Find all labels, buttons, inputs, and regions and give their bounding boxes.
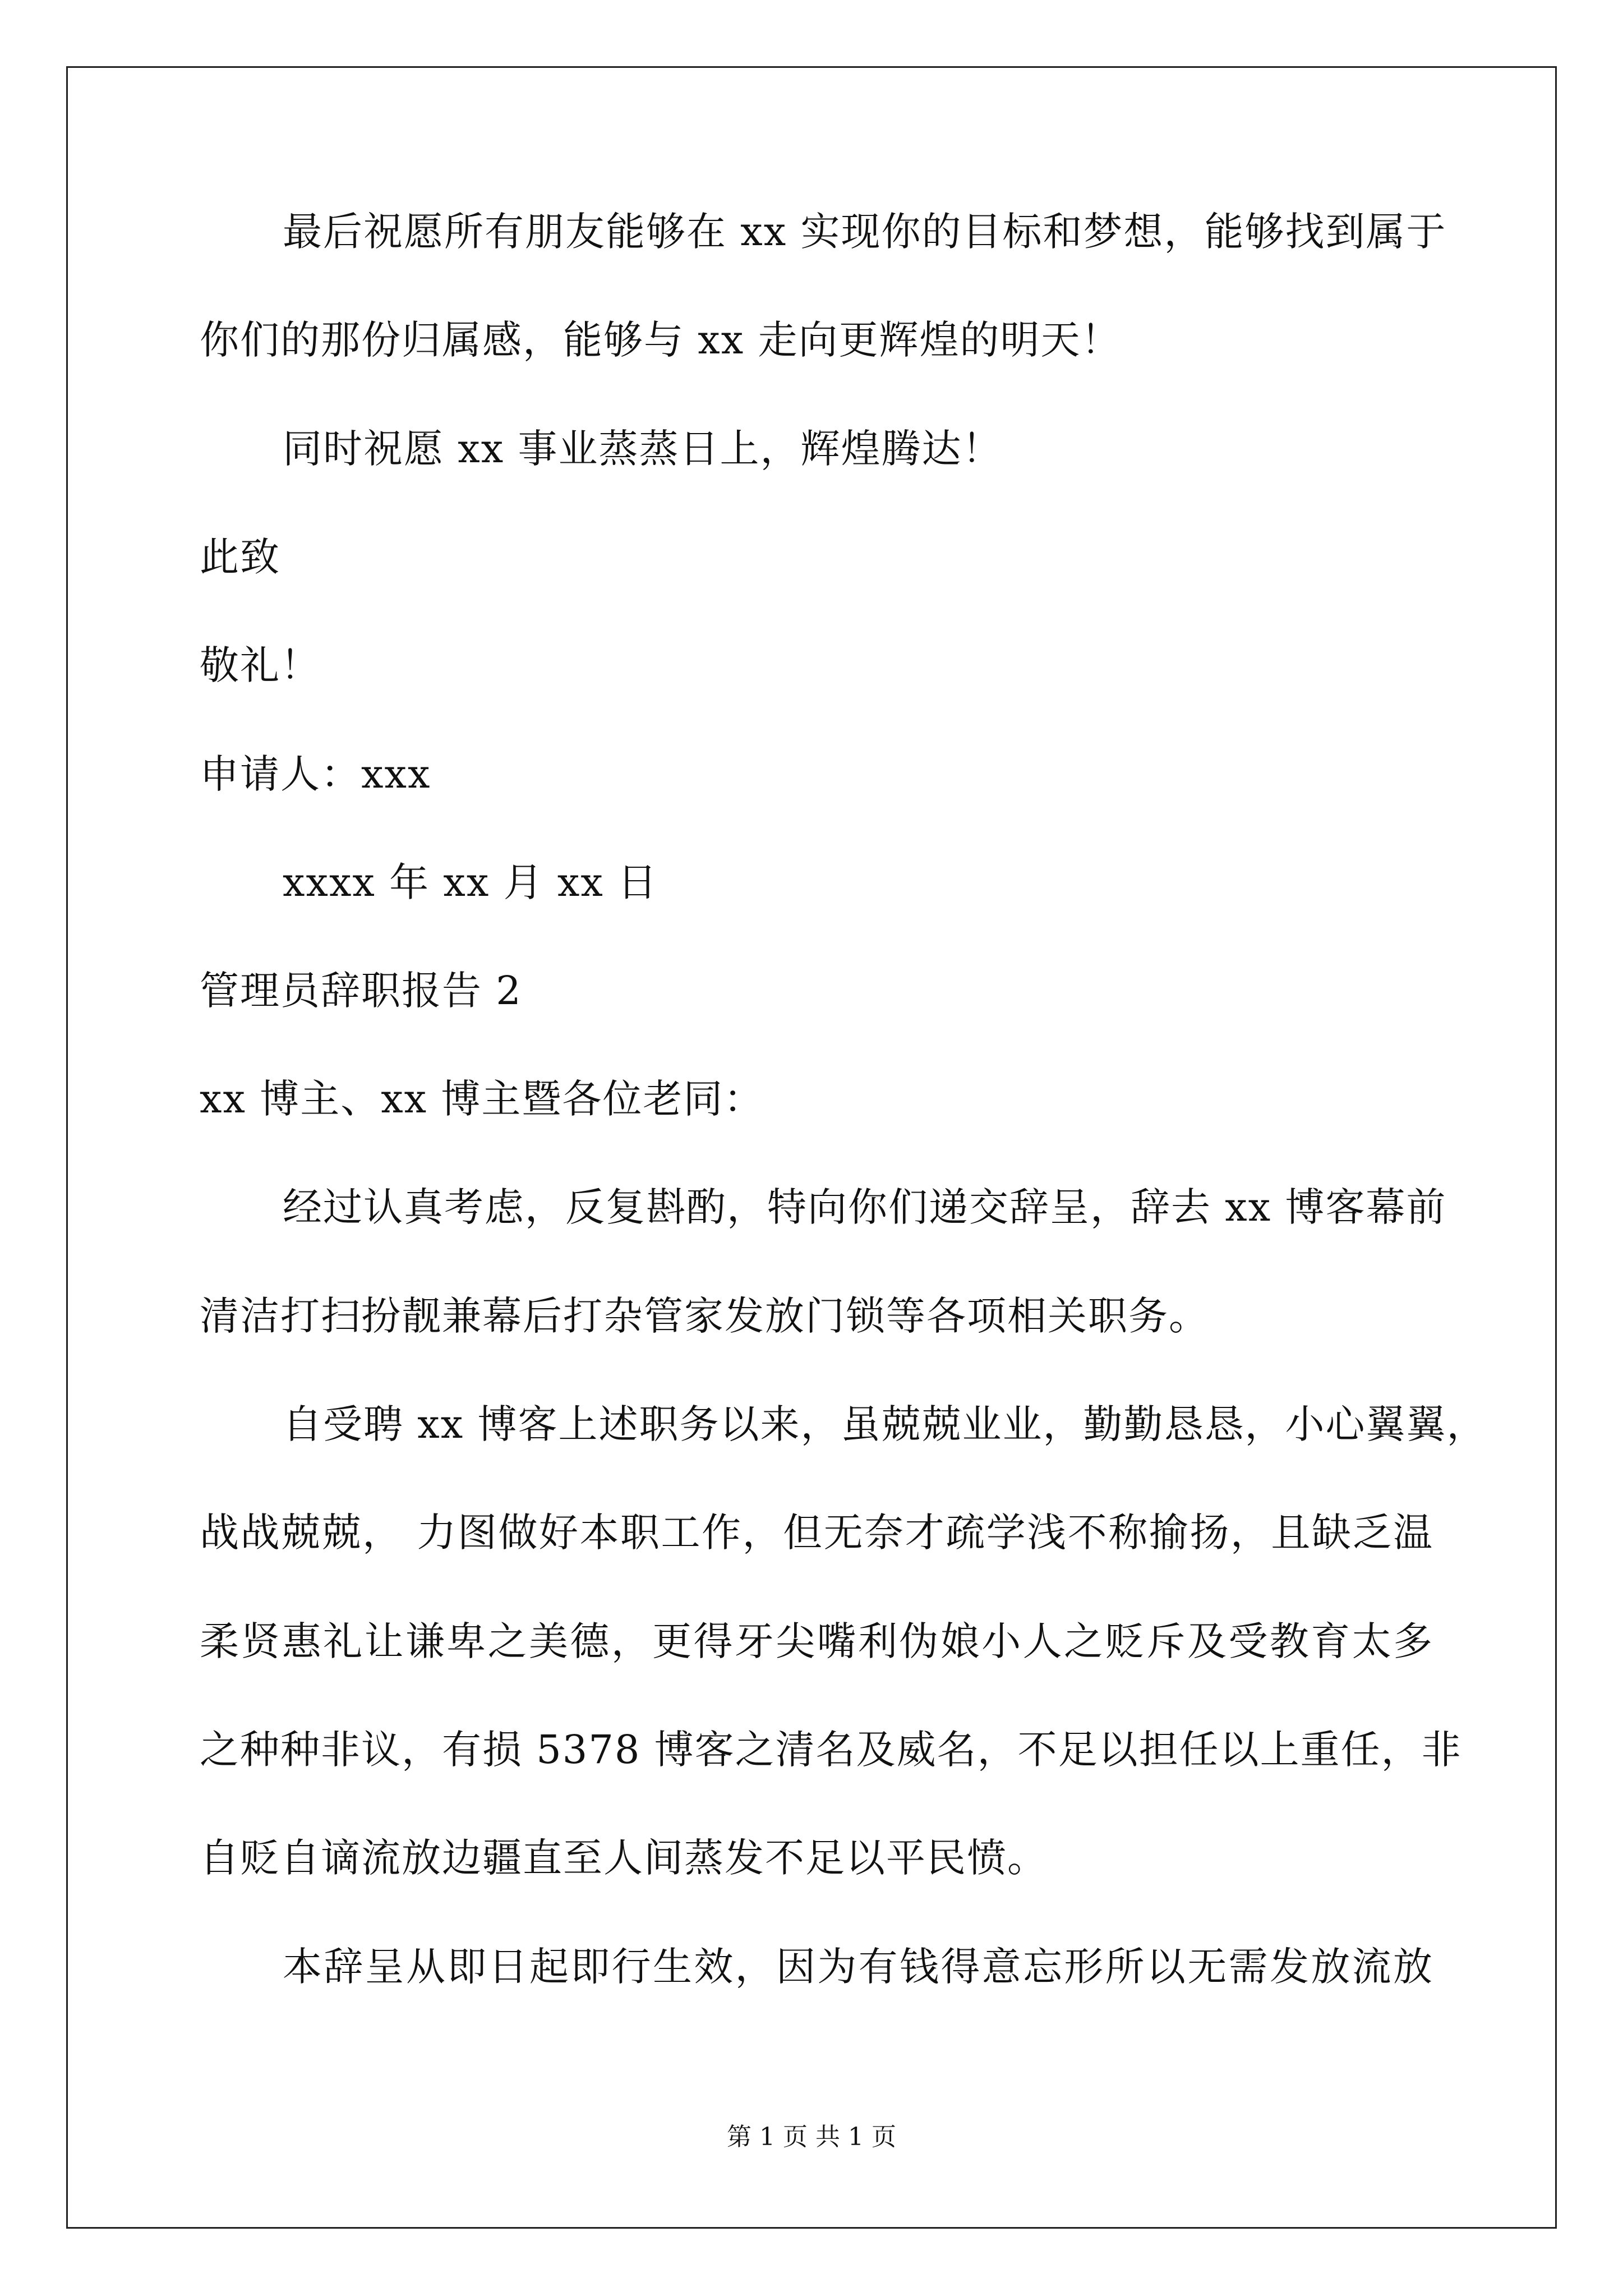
paragraph-line: 柔贤惠礼让谦卑之美德，更得牙尖嘴利伪娘小人之贬斥及受教育太多 — [200, 1618, 1433, 1664]
closing-regards: 敬礼！ — [200, 642, 321, 688]
paragraph-line: 清洁打扫扮靓兼幕后打杂管家发放门锁等各项相关职务。 — [200, 1293, 1209, 1339]
paragraph-line: 最后祝愿所有朋友能够在 xx 实现你的目标和梦想，能够找到属于 — [283, 209, 1447, 255]
closing-salutation: 此致 — [200, 534, 280, 580]
date-line: xxxx 年 xx 月 xx 日 — [283, 859, 658, 905]
paragraph-line: 本辞呈从即日起即行生效，因为有钱得意忘形所以无需发放流放 — [283, 1944, 1433, 1990]
paragraph-line: 自受聘 xx 博客上述职务以来，虽兢兢业业，勤勤恳恳，小心翼翼， — [283, 1401, 1487, 1447]
paragraph-line: 你们的那份归属感，能够与 xx 走向更辉煌的明天！ — [200, 317, 1122, 363]
applicant-line: 申请人：xxx — [200, 751, 431, 797]
paragraph-line: 经过认真考虑，反复斟酌，特向你们递交辞呈，辞去 xx 博客幕前 — [283, 1184, 1447, 1230]
recipient-line: xx 博主、xx 博主暨各位老同： — [200, 1076, 764, 1122]
page-footer: 第 1 页 共 1 页 — [727, 2123, 896, 2151]
paragraph-line: 同时祝愿 xx 事业蒸蒸日上，辉煌腾达！ — [283, 426, 1003, 472]
paragraph-line: 之种种非议，有损 5378 博客之清名及威名，不足以担任以上重任，非 — [200, 1727, 1462, 1773]
page-border — [66, 66, 1557, 2229]
section-title: 管理员辞职报告 2 — [200, 968, 522, 1014]
paragraph-line: 自贬自谪流放边疆直至人间蒸发不足以平民愤。 — [200, 1835, 1048, 1881]
paragraph-line: 战战兢兢， 力图做好本职工作，但无奈才疏学浅不称揄扬，且缺乏温 — [200, 1510, 1433, 1556]
